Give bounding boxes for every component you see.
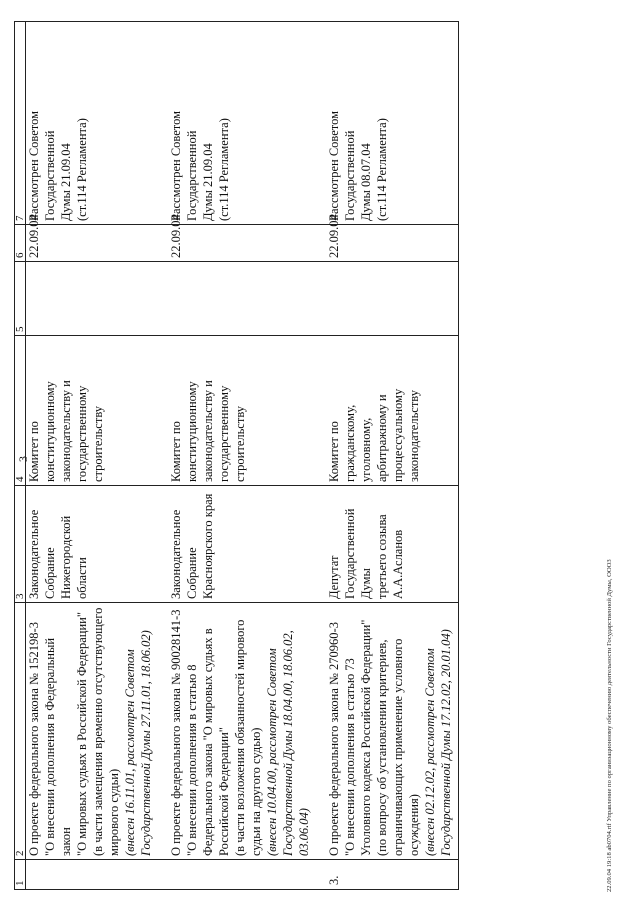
col5-cell xyxy=(326,262,454,336)
bill-history: (внесен 16.11.01, рассмотрен Советом Государственной Думы 27.11.01, 18.06.02) xyxy=(123,630,153,856)
header-col-7: 7 xyxy=(15,22,26,225)
date-cell: 22.09.04 xyxy=(326,225,454,262)
row-number: 3. xyxy=(326,860,454,890)
header-col-6: 6 xyxy=(15,225,26,262)
footer-note: 22.09.04 19:18 ab0704.rtf Управление по организационному обеспечению деятельности Государственной Думы, ООО3 xyxy=(606,559,613,892)
decision-cell: Рассмотрен Советом Государственной Думы 21.09.04 (ст.114 Регламента) xyxy=(26,22,155,225)
bill-cell xyxy=(326,603,454,860)
initiator-cell: Законодательное Собрание Красноярского края xyxy=(168,486,312,603)
col5-cell xyxy=(26,262,155,336)
table-row xyxy=(168,22,312,890)
header-col-2: 2 xyxy=(15,603,26,860)
bill-cell xyxy=(26,603,155,860)
header-col-4: 4 xyxy=(15,336,26,486)
initiator-cell: Законодательное Собрание Нижегородской области xyxy=(26,486,155,603)
bill-title: О проекте федерального закона № 270960-3 "О внесении дополнения в статью 73 Уголовного кодекса Российской Федерации" (по вопросу об установлении критериев, ограничивающих применение условного осуждения) xyxy=(327,619,421,856)
decision-cell: Рассмотрен Советом Государственной Думы 08.07.04 (ст.114 Регламента) xyxy=(326,22,454,225)
table-header-row xyxy=(15,22,26,890)
bill-title: О проекте федерального закона № 152198-3 "О внесении дополнения в Федеральный закон "О мировых судьях в Российской Федерации" (в части замещения временно отсутствующего мирового судьи) xyxy=(27,607,121,856)
table-row xyxy=(326,22,454,890)
table-row xyxy=(26,22,155,890)
date-cell: 22.09.04 xyxy=(26,225,155,262)
agenda-table xyxy=(14,21,459,890)
bill-history: (внесен 10.04.00, рассмотрен Советом Государственной Думы 18.04.00, 18.06.02, 03.06.04) xyxy=(265,630,311,856)
bill-title: О проекте федерального закона № 90028141-3 "О внесении дополнения в статью 8 Федерального закона "О мировых судьях в Российской Федерации" (в части возложения обязанностей мирового судьи на другого судью) xyxy=(169,609,263,856)
header-col-3: 3 xyxy=(15,486,26,603)
col5-cell xyxy=(168,262,312,336)
committee-cell: Комитет по конституционному законодательству и государственному строительству xyxy=(168,336,312,486)
decision-cell: Рассмотрен Советом Государственной Думы 21.09.04 (ст.114 Регламента) xyxy=(168,22,312,225)
bill-cell xyxy=(168,603,312,860)
header-col-1: 1 xyxy=(15,860,26,890)
bill-history: (внесен 02.12.02, рассмотрен Советом Государственной Думы 17.12.02, 20.01.04) xyxy=(423,629,453,856)
date-cell: 22.09.04 xyxy=(168,225,312,262)
initiator-cell: Депутат Государственной Думы третьего созыва А.А.Асланов xyxy=(326,486,454,603)
page-number: 3 xyxy=(16,456,30,462)
row-number xyxy=(168,860,312,890)
header-col-5: 5 xyxy=(15,262,26,336)
row-number xyxy=(26,860,155,890)
committee-cell: Комитет по гражданскому, уголовному, арбитражному и процессуальному законодательству xyxy=(326,336,454,486)
committee-cell: Комитет по конституционному законодательству и государственному строительству xyxy=(26,336,155,486)
